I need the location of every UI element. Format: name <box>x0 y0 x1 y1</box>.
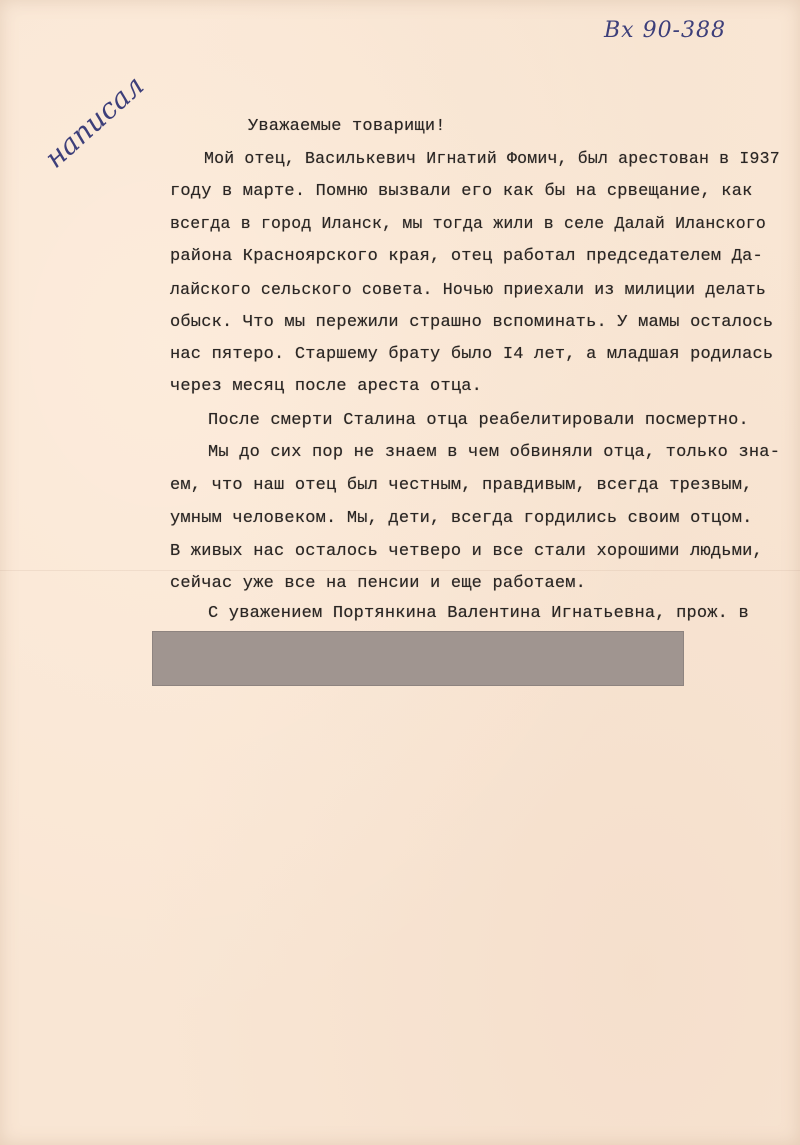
letter-line: году в марте. Помню вызвали его как бы на срвещание, как <box>170 182 753 201</box>
letter-line: нас пятеро. Старшему брату было I4 лет, а младшая родилась <box>170 345 774 364</box>
handwritten-catalog-number: Вх 90-388 <box>604 18 726 43</box>
handwritten-margin-note: написал <box>38 68 151 175</box>
letter-line: ем, что наш отец был честным, правдивым, всегда трезвым, <box>170 476 753 495</box>
letter-line: Мы до сих пор не знаем в чем обвиняли отца, только зна- <box>208 443 781 462</box>
letter-line: через месяц после ареста отца. <box>170 377 483 396</box>
letter-line: всегда в город Иланск, мы тогда жили в селе Далай Иланского <box>170 214 766 233</box>
letter-line: Мой отец, Василькевич Игнатий Фомич, был арестован в I937 <box>204 149 780 168</box>
letter-salutation: Уважаемые товарищи! <box>248 117 446 136</box>
letter-signature-line: С уважением Портянкина Валентина Игнатьевна, прож. в <box>208 604 749 623</box>
letter-line: района Красноярского края, отец работал председателем Да- <box>170 247 763 266</box>
redaction-box <box>152 631 684 686</box>
letter-line: сейчас уже все на пенсии и еще работаем. <box>170 574 587 593</box>
paper-crease <box>0 570 800 571</box>
letter-line: После смерти Сталина отца реабелитировали посмертно. <box>208 411 749 430</box>
letter-line: обыск. Что мы пережили страшно вспоминать. У мамы осталось <box>170 313 774 332</box>
letter-line: лайского сельского совета. Ночью приехали из милиции делать <box>170 280 766 299</box>
letter-line: умным человеком. Мы, дети, всегда гордились своим отцом. <box>170 509 753 528</box>
letter-line: В живых нас осталось четверо и все стали хорошими людьми, <box>170 542 763 561</box>
